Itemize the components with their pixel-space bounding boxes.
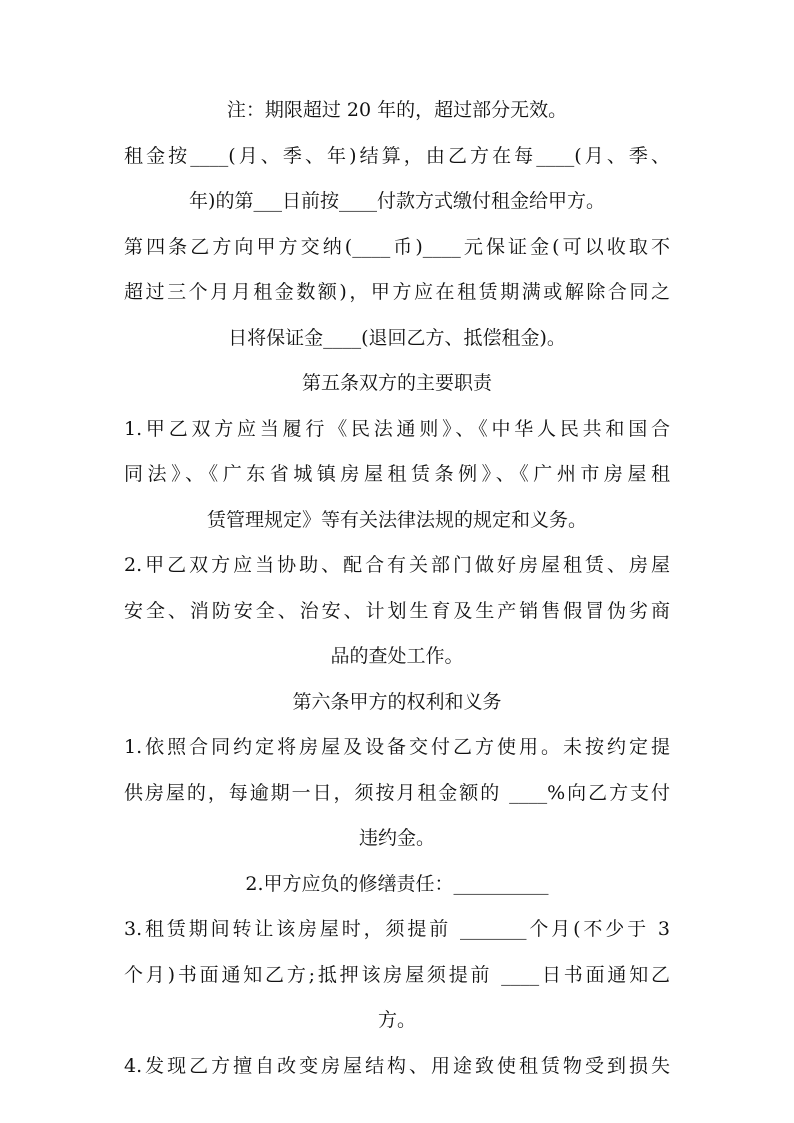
text-line: 年)的第___日前按____付款方式缴付租金给甲方。 [189,190,605,212]
text-line: 超过三个月月租金数额)，甲方应在租赁期满或解除合同之 [124,281,670,303]
section-heading: 第五条双方的主要职责 [301,372,492,394]
section-heading: 第六条甲方的权利和义务 [292,690,502,713]
text-line: 供房屋的，每逾期一日，须按月租金额的 ____%向乙方支付 [124,781,670,804]
text-line: 品的查处工作。 [330,645,464,667]
text-line: 第四条乙方向甲方交纳(____币)____元保证金(可以收取不 [124,235,670,258]
text-line: 1.依照合同约定将房屋及设备交付乙方使用。未按约定提 [124,736,670,758]
text-line: 3.租赁期间转让该房屋时，须提前 _______个月(不少于 3 [124,918,670,940]
text-line: 同法》、《广东省城镇房屋租赁条例》、《广州市房屋租 [124,463,670,485]
text-line: 1.甲乙双方应当履行《民法通则》、《中华人民共和国合 [124,417,670,440]
text-line: 日将保证金____(退回乙方、抵偿租金)。 [228,326,566,349]
text-line: 注：期限超过 20 年的，超过部分无效。 [226,99,568,121]
text-line: 安全、消防安全、治安、计划生育及生产销售假冒伪劣商 [124,599,670,622]
text-line: 方。 [377,1009,416,1031]
document-body [124,88,670,1089]
text-line: 2.甲乙双方应当协助、配合有关部门做好房屋租赁、房屋 [124,554,670,576]
text-line: 个月)书面通知乙方;抵押该房屋须提前 ____日书面通知乙 [124,963,670,986]
text-line: 2.甲方应负的修缮责任：__________ [245,872,549,895]
text-line: 4.发现乙方擅自改变房屋结构、用途致使租赁物受到损失 [124,1054,670,1077]
text-line: 违约金。 [358,827,435,849]
text-line: 租金按____(月、季、年)结算，由乙方在每____(月、季、 [124,144,670,167]
text-line: 赁管理规定》等有关法律法规的规定和义务。 [206,508,587,531]
